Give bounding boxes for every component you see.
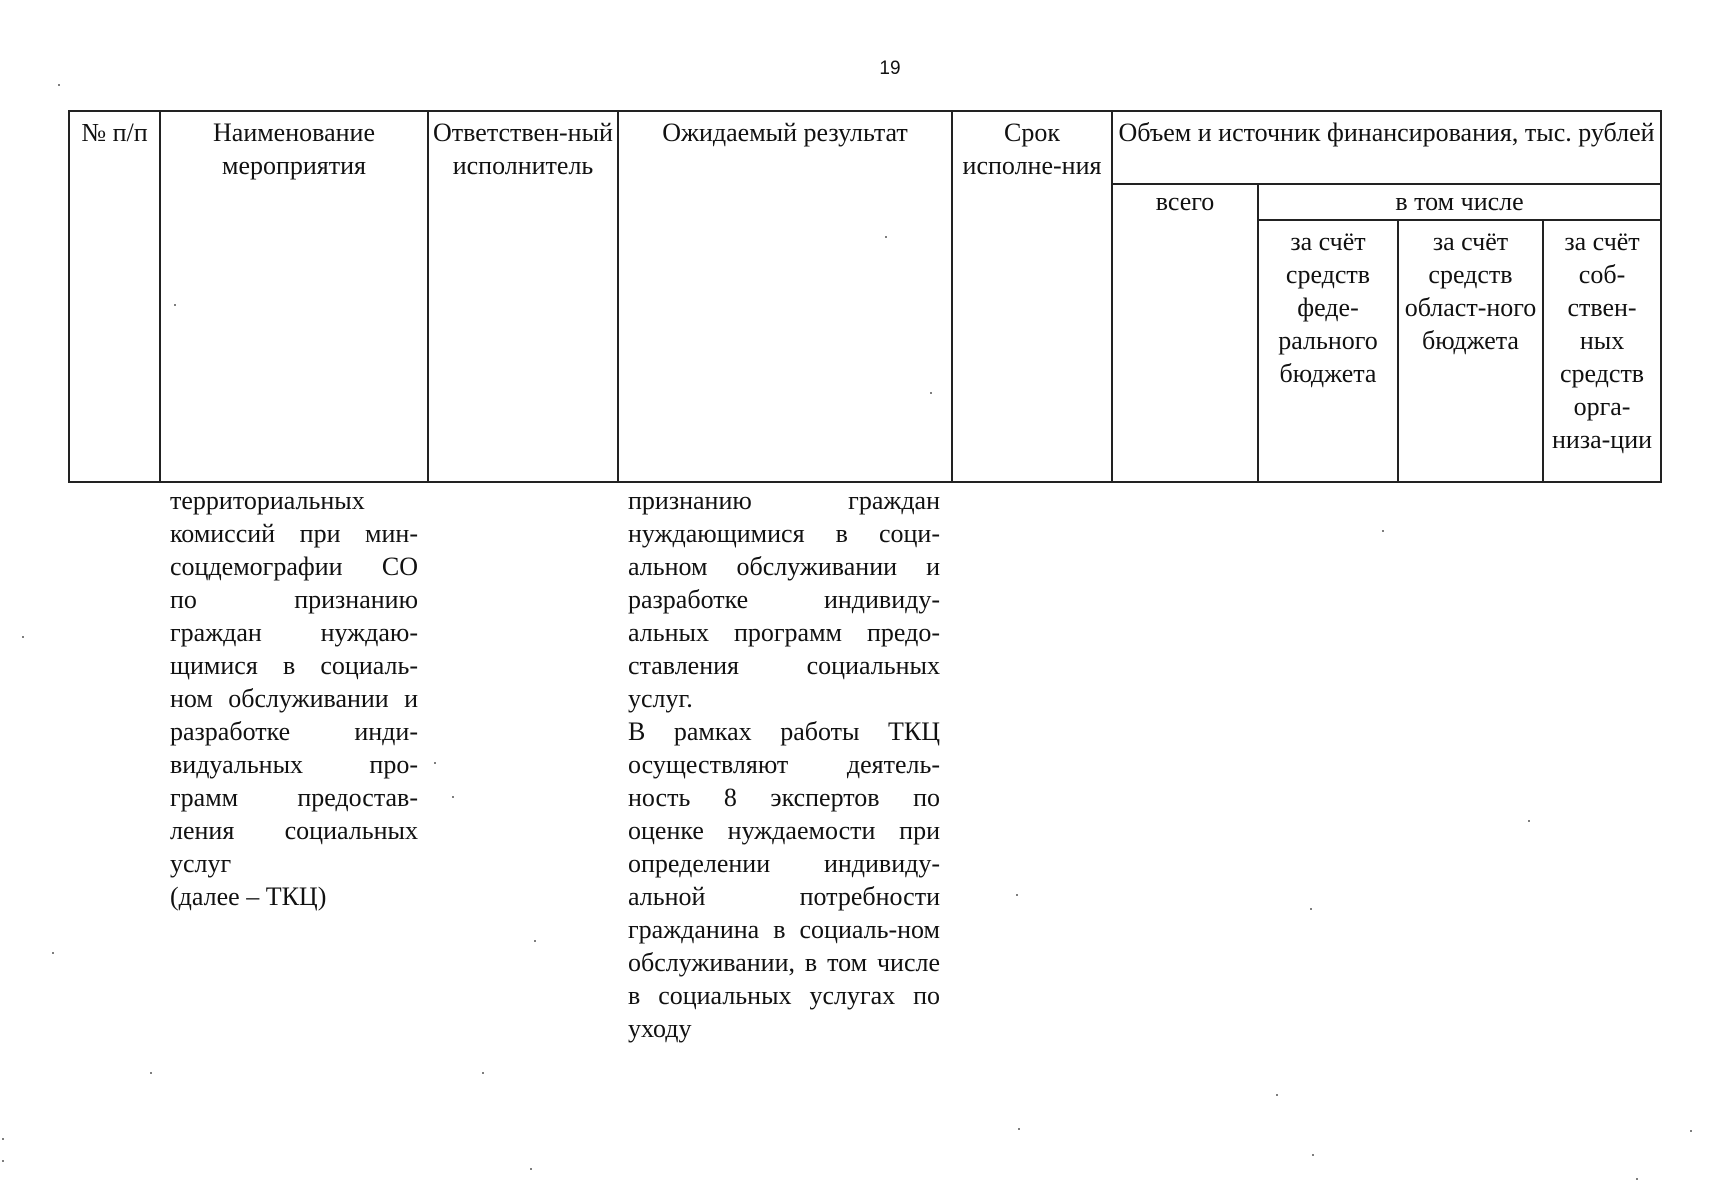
header-cell-number: № п/п [69,111,160,482]
header-cell-federal-budget: за счёт средств феде-рального бюджета [1258,220,1398,482]
scan-speck [885,236,887,238]
header-cell-deadline: Срок исполне-ния [952,111,1112,482]
header-cell-own-funds: за счёт соб-ствен-ных средств орга-низа-ции [1543,220,1661,482]
header-cell-including: в том числе [1258,184,1661,220]
scan-speck [1016,894,1018,896]
scan-speck [150,1072,152,1074]
scan-speck [534,940,536,942]
header-cell-responsible: Ответствен-ный исполнитель [428,111,618,482]
scan-speck [1690,1130,1692,1132]
scan-speck [1636,1178,1638,1180]
expected-result-text [628,484,940,1045]
header-cell-expected-result: Ожидаемый результат [618,111,952,482]
scan-speck [530,1168,532,1170]
scan-speck [1276,1094,1278,1096]
expected-result-paragraph-1: признанию граждан нуждающимися в соци-альном обслуживании и разработке индивиду-альных программ предо-ставления социальных услуг. [628,486,940,713]
expected-result-paragraph-2: В рамках работы ТКЦ осуществляют деятель-ность 8 экспертов по оценке нуждаемости при определении индивиду-альной потребности гражданина в социаль-ном обслуживании, в том числе в социальных услугах по уходу [628,717,940,1043]
header-cell-total: всего [1112,184,1258,482]
page-number: 19 [879,58,901,79]
scan-speck [22,636,24,638]
activity-name-paragraph: территориальных комиссий при мин-соцдемографии СО по признанию граждан нуждаю-щимися в социаль-ном обслуживании и разработке инди-видуальных про-грамм предостав-ления социальных услуг [170,486,418,878]
scan-speck [52,952,54,954]
activity-name-text [170,484,418,913]
header-cell-activity-name: Наименование мероприятия [160,111,428,482]
scan-speck [482,1072,484,1074]
scan-speck [58,84,60,86]
scan-speck [2,1160,4,1162]
scan-speck [452,796,454,798]
scan-speck [1310,908,1312,910]
scan-speck [930,392,932,394]
scan-speck [1382,530,1384,532]
program-table-header [68,110,1662,483]
scan-speck [174,304,176,306]
activity-name-note: (далее – ТКЦ) [170,882,327,911]
scan-speck [1528,820,1530,822]
scan-speck [1018,1128,1020,1130]
header-cell-regional-budget: за счёт средств област-ного бюджета [1398,220,1543,482]
scan-speck [2,1138,4,1140]
scan-speck [1312,1154,1314,1156]
scan-speck [434,762,436,764]
header-cell-funding: Объем и источник финансирования, тыс. рублей [1112,111,1661,184]
